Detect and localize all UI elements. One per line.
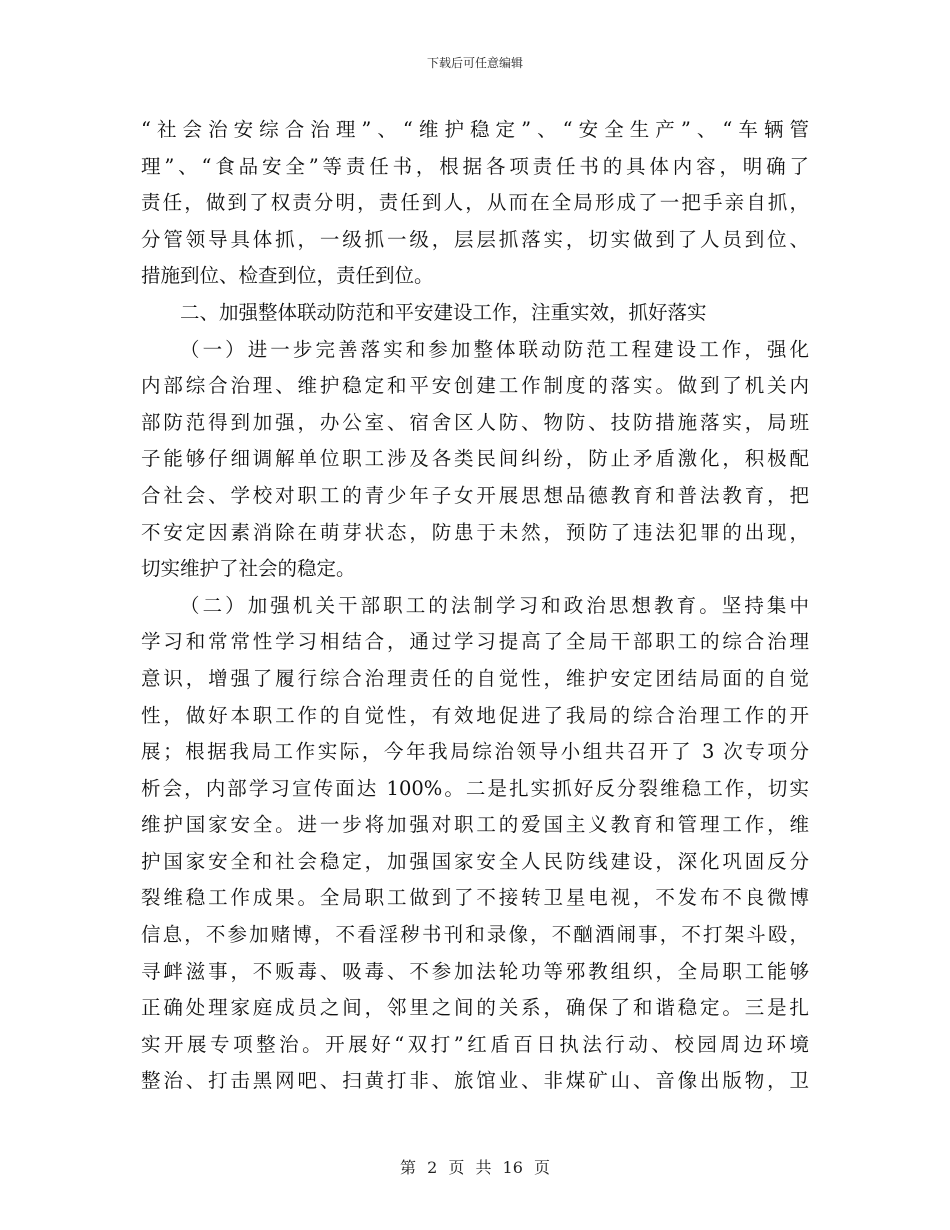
text-line: 责任，做到了权责分明，责任到人，从而在全局形成了一把手亲自抓， (141, 191, 809, 215)
text-line: 切实维护了社会的稳定。 (141, 557, 356, 581)
text-line: 裂维稳工作成果。全局职工做到了不接转卫星电视，不发布不良微博 (141, 886, 809, 910)
text-line: 子能够仔细调解单位职工涉及各类民间纠纷，防止矛盾激化，积极配 (141, 447, 809, 471)
text-line: 展；根据我局工作实际，今年我局综治领导小组共召开了 3 次专项分 (141, 740, 809, 764)
text-line: “社会治安综合治理”、“维护稳定”、“安全生产”、“车辆管 (141, 118, 809, 141)
document-body (141, 112, 809, 1100)
text-line: 实开展专项整治。开展好“双打”红盾百日执法行动、校园周边环境 (141, 1032, 809, 1056)
text-line: 不安定因素消除在萌芽状态，防患于未然，预防了违法犯罪的出现， (141, 520, 809, 544)
text-line: 措施到位、检查到位，责任到位。 (141, 264, 434, 288)
text-line: 分管领导具体抓，一级抓一级，层层抓落实，切实做到了人员到位、 (141, 227, 809, 251)
text-line: 内部综合治理、维护稳定和平安创建工作制度的落实。做到了机关内 (141, 374, 809, 398)
text-line: 部防范得到加强，办公室、宿舍区人防、物防、技防措施落实，局班 (141, 410, 809, 434)
text-line: 正确处理家庭成员之间，邻里之间的关系，确保了和谐稳定。三是扎 (141, 996, 809, 1020)
text-line: （一）进一步完善落实和参加整体联动防范工程建设工作，强化 (180, 337, 809, 361)
text-line: 合社会、学校对职工的青少年子女开展思想品德教育和普法教育，把 (141, 483, 809, 507)
page-footer: 第 2 页 共 16 页 (400, 1158, 550, 1177)
page-header-note: 下载后可任意编辑 (426, 56, 523, 70)
text-line: （二）加强机关干部职工的法制学习和政治思想教育。坚持集中 (180, 593, 809, 617)
text-line: 整治、打击黑网吧、扫黄打非、旅馆业、非煤矿山、音像出版物，卫 (141, 1069, 809, 1093)
text-line: 学习和常常性学习相结合，通过学习提高了全局干部职工的综合治理 (141, 630, 809, 654)
text-line: 二、加强整体联动防范和平安建设工作，注重实效，抓好落实 (180, 300, 707, 324)
text-line: 性，做好本职工作的自觉性，有效地促进了我局的综合治理工作的开 (141, 703, 809, 727)
text-line: 析会，内部学习宣传面达 100%。二是扎实抓好反分裂维稳工作，切实 (141, 776, 809, 800)
text-line: 信息，不参加赌博，不看淫秽书刊和录像，不酗酒闹事，不打架斗殴， (141, 923, 809, 947)
text-line: 寻衅滋事，不贩毒、吸毒、不参加法轮功等邪教组织，全局职工能够 (141, 959, 809, 983)
text-line: 理”、“食品安全”等责任书，根据各项责任书的具体内容，明确了 (141, 154, 809, 178)
text-line: 维护国家安全。进一步将加强对职工的爱国主义教育和管理工作，维 (141, 813, 809, 837)
text-line: 护国家安全和社会稳定，加强国家安全人民防线建设，深化巩固反分 (141, 849, 809, 873)
text-line: 意识，增强了履行综合治理责任的自觉性，维护安定团结局面的自觉 (141, 666, 809, 690)
